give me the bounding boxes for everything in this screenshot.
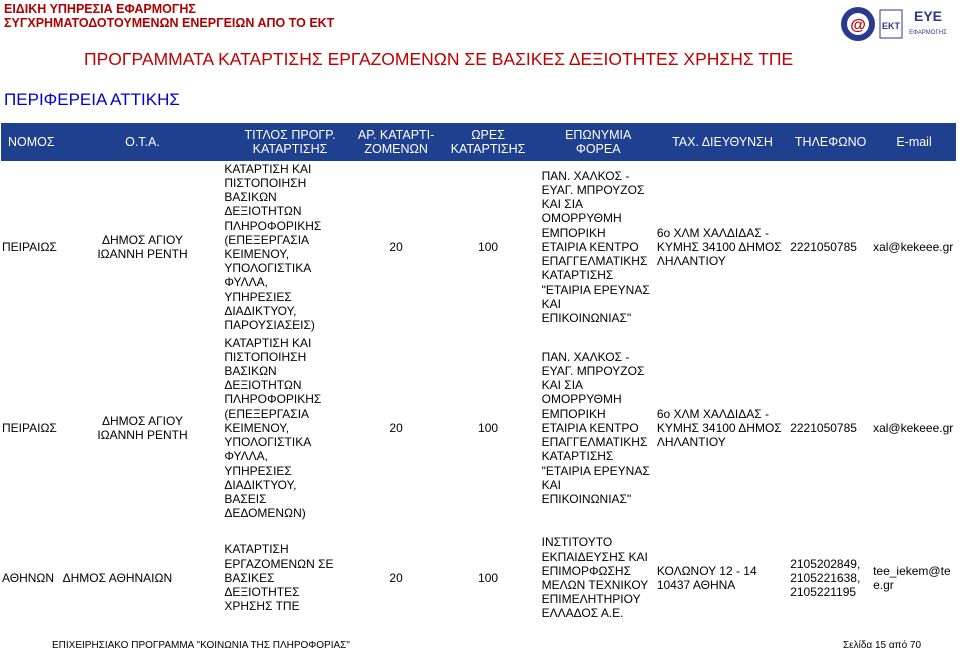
cell-titlos: ΚΑΤΑΡΤΙΣΗ ΚΑΙ ΠΙΣΤΟΠΟΙΗΣΗ ΒΑΣΙΚΩΝ ΔΕΞΙΟΤΗΤΩΝ ΠΛΗΡΟΦΟΡΙΚΗΣ (ΕΠΕΞΕΡΓΑΣΙΑ ΚΕΙΜΕΝΟΥ, ΥΠΟΛΟΓΙΣΤΙΚΑ ΦΥΛΛΑ, ΥΠΗΡΕΣΙΕΣ ΔΙΑΔΙΚΤΥΟΥ, ΒΑΣΕΙΣ ΔΕΔΟΜΕΝΩΝ) — [224, 335, 322, 521]
cell-eponymia: ΠΑΝ. ΧΑΛΚΟΣ - ΕΥΑΓ. ΜΠΡΟΥΖΟΣ ΚΑΙ ΣΙΑ ΟΜΟΡΡΥΘΜΗ ΕΜΠΟΡΙΚΗ ΕΤΑΙΡΙΑ ΚΕΝΤΡΟ ΕΠΑΓΓΕΛΜΑΤΙΚΗΣ ΚΑΤΑΡΤΙΣΗΣ "ΕΤΑΙΡΙΑ ΕΡΕΥΝΑΣ ΚΑΙ ΕΠΙΚΟΙΝΩΝΙΑΣ" — [541, 168, 650, 325]
cell-ota: ΔΗΜΟΣ ΑΓΙΟΥ ΙΩΑΝΝΗ ΡΕΝΤΗ — [97, 232, 188, 261]
footer-program: ΕΠΙΧΕΙΡΗΣΙΑΚΟ ΠΡΟΓΡΑΜΜΑ "ΚΟΙΝΩΝΙΑ ΤΗΣ ΠΛΗΡΟΦΟΡΙΑΣ" — [52, 640, 350, 651]
col-ores: ΩΡΕΣ ΚΑΤΑΡΤΙΣΗΣ — [436, 123, 541, 161]
cell-ores: 100 — [478, 239, 499, 254]
svg-text:@: @ — [850, 17, 866, 34]
cell-tel: 2221050785 — [790, 239, 857, 254]
cell-ota: ΔΗΜΟΣ ΑΘΗΝΑΙΩΝ — [62, 570, 173, 585]
page-title: ΠΡΟΓΡΑΜΜΑΤΑ ΚΑΤΑΡΤΙΣΗΣ ΕΡΓΑΖΟΜΕΝΩΝ ΣΕ ΒΑΣΙΚΕΣ ΔΕΞΙΟΤΗΤΕΣ ΧΡΗΣΗΣ ΤΠΕ — [84, 49, 794, 69]
cell-email: tee_iekem@te e.gr — [873, 563, 951, 592]
cell-tax: 6ο ΧΛΜ ΧΑΛΔΙΔΑΣ - ΚΥΜΗΣ 34100 ΔΗΜΟΣ ΛΗΛΑΝΤΙΟΥ — [656, 225, 782, 269]
col-nomos: ΝΟΜΟΣ — [1, 123, 62, 161]
svg-text:EKT: EKT — [882, 21, 900, 31]
programs-table — [1, 123, 956, 633]
cell-ar: 20 — [389, 239, 403, 254]
col-ota: Ο.Τ.Α. — [62, 123, 224, 161]
cell-titlos: ΚΑΤΑΡΤΙΣΗ ΕΡΓΑΖΟΜΕΝΩΝ ΣΕ ΒΑΣΙΚΕΣ ΔΕΞΙΟΤΗΤΕΣ ΧΡΗΣΗΣ ΤΠΕ — [224, 542, 334, 614]
cell-tax: 6ο ΧΛΜ ΧΑΛΔΙΔΑΣ - ΚΥΜΗΣ 34100 ΔΗΜΟΣ ΛΗΛΑΝΤΙΟΥ — [656, 406, 782, 450]
col-eponymia: ΕΠΩΝΥΜΙΑ ΦΟΡΕΑ — [541, 123, 656, 161]
cell-tel: 2221050785 — [790, 420, 857, 435]
cell-titlos: ΚΑΤΑΡΤΙΣΗ ΚΑΙ ΠΙΣΤΟΠΟΙΗΣΗ ΒΑΣΙΚΩΝ ΔΕΞΙΟΤΗΤΩΝ ΠΛΗΡΟΦΟΡΙΚΗΣ (ΕΠΕΞΕΡΓΑΣΙΑ ΚΕΙΜΕΝΟΥ, ΥΠΟΛΟΓΙΣΤΙΚΑ ΦΥΛΛΑ, ΥΠΗΡΕΣΙΕΣ ΔΙΑΔΙΚΤΥΟΥ, ΠΑΡΟΥΣΙΑΣΕΙΣ) — [224, 161, 322, 333]
table-row — [1, 333, 956, 523]
cell-eponymia: ΠΑΝ. ΧΑΛΚΟΣ - ΕΥΑΓ. ΜΠΡΟΥΖΟΣ ΚΑΙ ΣΙΑ ΟΜΟΡΡΥΘΜΗ ΕΜΠΟΡΙΚΗ ΕΤΑΙΡΙΑ ΚΕΝΤΡΟ ΕΠΑΓΓΕΛΜΑΤΙΚΗΣ ΚΑΤΑΡΤΙΣΗΣ "ΕΤΑΙΡΙΑ ΕΡΕΥΝΑΣ ΚΑΙ ΕΠΙΚΟΙΝΩΝΙΑΣ" — [541, 349, 650, 506]
cell-ota: ΔΗΜΟΣ ΑΓΙΟΥ ΙΩΑΝΝΗ ΡΕΝΤΗ — [97, 413, 188, 442]
table-row — [1, 523, 956, 633]
cell-ar: 20 — [389, 420, 403, 435]
cell-nomos: ΠΕΙΡΑΙΩΣ — [2, 239, 57, 254]
cell-eponymia: ΙΝΣΤΙΤΟΥΤΟ ΕΚΠΑΙΔΕΥΣΗΣ ΚΑΙ ΕΠΙΜΟΡΦΩΣΗΣ ΜΕΛΩΝ ΤΕΧΝΙΚΟΥ ΕΠΙΜΕΛΗΤΗΡΙΟΥ ΕΛΛΑΔΟΣ Α.Ε. — [541, 535, 649, 621]
agency-line-2: ΣΥΓΧΡΗΜΑΤΟΔΟΤΟΥΜΕΝΩΝ ΕΝΕΡΓΕΙΩΝ ΑΠΟ ΤΟ ΕΚΤ — [4, 16, 335, 30]
cell-nomos: ΠΕΙΡΑΙΩΣ — [2, 420, 57, 435]
svg-text:EYE: EYE — [913, 8, 943, 24]
ekt-logo-icon — [838, 4, 956, 44]
cell-ar: 20 — [389, 570, 403, 585]
col-tax: ΤΑΧ. ΔΙΕΥΘΥΝΣΗ — [656, 123, 789, 161]
page-number: Σελίδα 15 από 70 — [843, 640, 922, 651]
col-ar: ΑΡ. ΚΑΤΑΡΤΙ- ΖΟΜΕΝΩΝ — [357, 123, 436, 161]
cell-tel: 2105202849, 2105221638, 2105221195 — [790, 556, 861, 600]
cell-nomos: ΑΘΗΝΩΝ — [2, 570, 55, 585]
cell-email: xal@kekeee.gr — [873, 420, 954, 435]
cell-email: xal@kekeee.gr — [873, 239, 954, 254]
svg-text:EΦΑΡΜΟΓΗΣ: EΦΑΡΜΟΓΗΣ — [909, 30, 947, 36]
cell-ores: 100 — [478, 420, 499, 435]
col-tel: ΤΗΛΕΦΩΝΟ — [789, 123, 872, 161]
agency-header — [4, 2, 334, 30]
col-email: E-mail — [872, 123, 956, 161]
table-header-row — [1, 123, 956, 161]
agency-line-1: ΕΙΔΙΚΗ ΥΠΗΡΕΣΙΑ ΕΦΑΡΜΟΓΗΣ — [4, 2, 196, 16]
cell-tax: ΚΟΛΩΝΟΥ 12 - 14 10437 ΑΘΗΝΑ — [656, 563, 757, 592]
col-titlos: ΤΙΤΛΟΣ ΠΡΟΓΡ. ΚΑΤΑΡΤΙΣΗΣ — [223, 123, 356, 161]
region-heading: ΠΕΡΙΦΕΡΕΙΑ ΑΤΤΙΚΗΣ — [4, 90, 180, 109]
cell-ores: 100 — [478, 570, 499, 585]
table-row — [1, 161, 956, 333]
